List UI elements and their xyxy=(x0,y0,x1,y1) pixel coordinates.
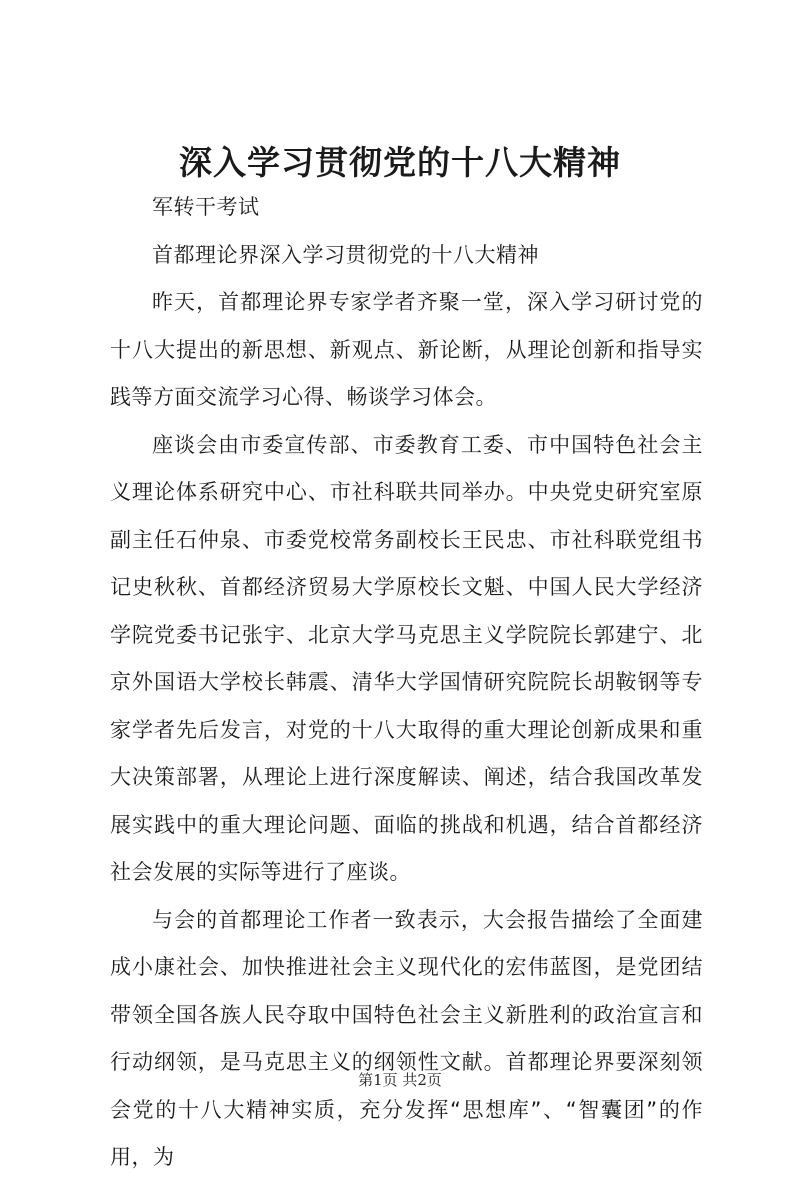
paragraph: 座谈会由市委宣传部、市委教育工委、市中国特色社会主义理论体系研究中心、市社科联共同举办。中央党史研究室原副主任石仲泉、市委党校常务副校长王民忠、市社科联党组书记史秋秋、首都经济贸易大学原校长文魁、中国人民大学经济学院党委书记张宇、北京大学马克思主义学院院长郭建宁、北京外国语大学校长韩震、清华大学国情研究院院长胡鞍钢等专家学者先后发言，对党的十八大取得的重大理论创新成果和重大决策部署，从理论上进行深度解读、阐述，结合我国改革发展实践中的重大理论问题、面临的挑战和机遇，结合首都经济社会发展的实际等进行了座谈。 xyxy=(110,432,703,884)
document-title: 深入学习贯彻党的十八大精神 xyxy=(179,143,621,182)
paragraph: 军转干考试 xyxy=(152,195,260,219)
paragraph: 首都理论界深入学习贯彻党的十八大精神 xyxy=(152,242,539,267)
paragraph: 昨天，首都理论界专家学者齐聚一堂，深入学习研讨党的十八大提出的新思想、新观点、新论断，从理论创新和指导实践等方面交流学习心得、畅谈学习体会。 xyxy=(110,290,703,409)
paragraph: 与会的首都理论工作者一致表示，大会报告描绘了全面建成小康社会、加快推进社会主义现代化的宏伟蓝图，是党团结带领全国各族人民夺取中国特色社会主义新胜利的政治宣言和行动纲领，是马克思主义的纲领性文献。首都理论界要深刻领会党的十八大精神实质，充分发挥“思想库”、“智囊团”的作用，为 xyxy=(110,907,703,1169)
document-body xyxy=(110,184,703,1182)
page-number-footer: 第1页 共2页 xyxy=(358,1071,442,1089)
